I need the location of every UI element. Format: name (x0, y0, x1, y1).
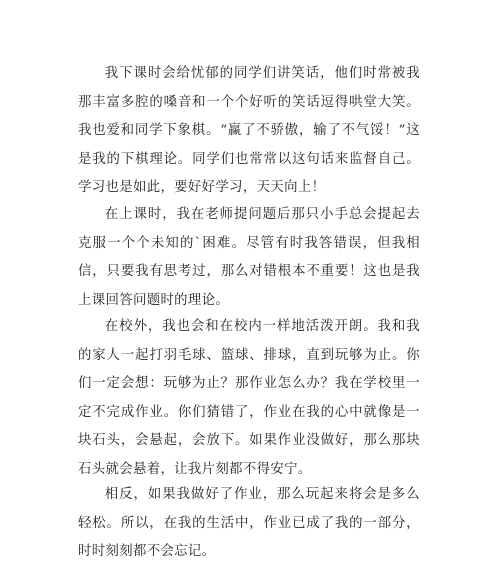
paragraph-outside-school: 在校外，我也会和在校内一样地活泼开朗。我和我的家人一起打羽毛球、篮球、排球，直到玩够为止。你们一定会想：玩够为止？那作业怎么办？我在学校里一定不完成作业。你们猜错了，作业在我的心中就像是一块石头，会悬起，会放下。如果作业没做好，那么那块石头就会悬着，让我片刻都不得安宁。 (78, 319, 420, 477)
paragraph-class-answers: 在上课时，我在老师提问题后那只小手总会提起去克服一个个未知的`困难。尽管有时我答错误，但我相信，只要我有思考过，那么对错根本不重要！这也是我上课回答问题时的理论。 (78, 207, 420, 308)
paragraph-homework: 相反，如果我做好了作业，那么玩起来将会是多么轻松。所以，在我的生活中，作业已成了我的一部分，时时刻刻都不会忘记。 (78, 487, 420, 559)
paragraph-chess: 我下课时会给忧郁的同学们讲笑话，他们时常被我那丰富多腔的嗓音和一个个好听的笑话逗得哄堂大笑。我也爱和同学下象棋。“赢了不骄傲，输了不气馁！”这是我的下棋理论。同学们也常常以这句话来监督自己。学习也是如此，要好好学习，天天向上！ (78, 66, 420, 195)
